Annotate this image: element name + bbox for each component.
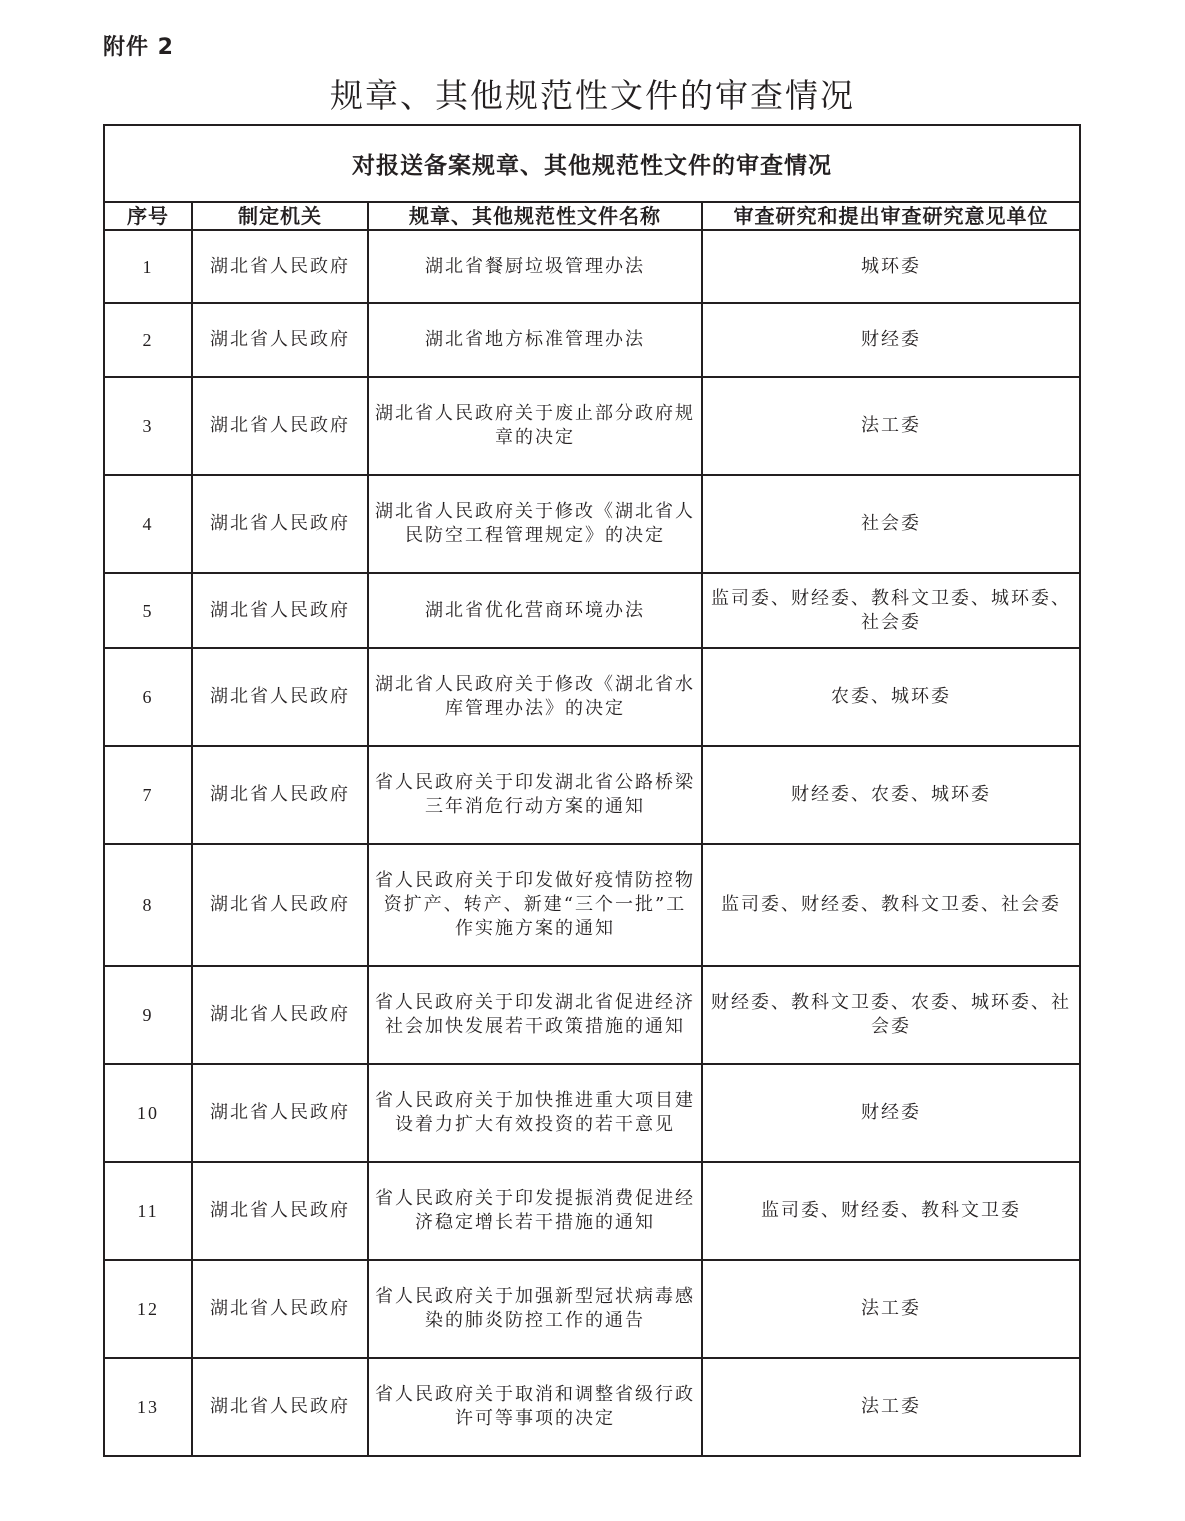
row-document-name-cell: 省人民政府关于印发湖北省公路桥梁三年消危行动方案的通知 (368, 746, 702, 844)
row-issuer-cell: 湖北省人民政府 (192, 303, 368, 377)
row-seq-cell: 9 (104, 966, 192, 1064)
row-seq-cell: 4 (104, 475, 192, 573)
row-reviewer-cell: 社会委 (702, 475, 1080, 573)
table-row (104, 746, 1080, 844)
row-seq-cell: 12 (104, 1260, 192, 1358)
header-seq: 序号 (104, 202, 192, 230)
row-document-name-cell: 湖北省优化营商环境办法 (368, 573, 702, 648)
table-header-row (104, 202, 1080, 230)
table-row (104, 648, 1080, 746)
row-reviewer-cell: 城环委 (702, 230, 1080, 303)
row-document-name-cell: 省人民政府关于印发提振消费促进经济稳定增长若干措施的通知 (368, 1162, 702, 1260)
document-title: 规章、其他规范性文件的审查情况 (330, 76, 855, 115)
row-reviewer-cell: 财经委 (702, 303, 1080, 377)
row-issuer-cell: 湖北省人民政府 (192, 844, 368, 966)
row-seq-cell: 8 (104, 844, 192, 966)
table-row (104, 1162, 1080, 1260)
table-body (104, 230, 1080, 1456)
row-issuer-cell: 湖北省人民政府 (192, 648, 368, 746)
row-document-name-cell: 省人民政府关于印发做好疫情防控物资扩产、转产、新建“三个一批”工作实施方案的通知 (368, 844, 702, 966)
row-document-name-cell: 湖北省地方标准管理办法 (368, 303, 702, 377)
row-seq-cell: 10 (104, 1064, 192, 1162)
row-reviewer-cell: 农委、城环委 (702, 648, 1080, 746)
row-reviewer-cell: 财经委 (702, 1064, 1080, 1162)
table-row (104, 1358, 1080, 1456)
row-issuer-cell: 湖北省人民政府 (192, 1162, 368, 1260)
row-seq-cell: 1 (104, 230, 192, 303)
row-reviewer-cell: 法工委 (702, 1358, 1080, 1456)
row-reviewer-cell: 监司委、财经委、教科文卫委、城环委、社会委 (702, 573, 1080, 648)
row-seq-cell: 2 (104, 303, 192, 377)
row-document-name-cell: 湖北省人民政府关于废止部分政府规章的决定 (368, 377, 702, 475)
row-reviewer-cell: 监司委、财经委、教科文卫委 (702, 1162, 1080, 1260)
row-seq-cell: 7 (104, 746, 192, 844)
row-issuer-cell: 湖北省人民政府 (192, 475, 368, 573)
table-caption: 对报送备案规章、其他规范性文件的审查情况 (104, 125, 1080, 202)
header-issuer: 制定机关 (192, 202, 368, 230)
header-reviewer: 审查研究和提出审查研究意见单位 (702, 202, 1080, 230)
row-seq-cell: 11 (104, 1162, 192, 1260)
table-caption-row (104, 125, 1080, 202)
row-issuer-cell: 湖北省人民政府 (192, 1260, 368, 1358)
table-row (104, 230, 1080, 303)
row-issuer-cell: 湖北省人民政府 (192, 1358, 368, 1456)
row-reviewer-cell: 财经委、教科文卫委、农委、城环委、社会委 (702, 966, 1080, 1064)
row-seq-cell: 5 (104, 573, 192, 648)
row-document-name-cell: 湖北省人民政府关于修改《湖北省水库管理办法》的决定 (368, 648, 702, 746)
row-document-name-cell: 湖北省餐厨垃圾管理办法 (368, 230, 702, 303)
row-document-name-cell: 省人民政府关于加快推进重大项目建设着力扩大有效投资的若干意见 (368, 1064, 702, 1162)
attachment-label: 附件 2 (103, 35, 174, 60)
row-reviewer-cell: 财经委、农委、城环委 (702, 746, 1080, 844)
table-row (104, 377, 1080, 475)
row-document-name-cell: 省人民政府关于取消和调整省级行政许可等事项的决定 (368, 1358, 702, 1456)
row-issuer-cell: 湖北省人民政府 (192, 377, 368, 475)
row-issuer-cell: 湖北省人民政府 (192, 966, 368, 1064)
row-reviewer-cell: 监司委、财经委、教科文卫委、社会委 (702, 844, 1080, 966)
table-row (104, 573, 1080, 648)
row-reviewer-cell: 法工委 (702, 1260, 1080, 1358)
table-row (104, 966, 1080, 1064)
table-row (104, 303, 1080, 377)
row-seq-cell: 13 (104, 1358, 192, 1456)
row-issuer-cell: 湖北省人民政府 (192, 230, 368, 303)
row-document-name-cell: 湖北省人民政府关于修改《湖北省人民防空工程管理规定》的决定 (368, 475, 702, 573)
table-row (104, 1260, 1080, 1358)
header-document-name: 规章、其他规范性文件名称 (368, 202, 702, 230)
row-issuer-cell: 湖北省人民政府 (192, 746, 368, 844)
row-reviewer-cell: 法工委 (702, 377, 1080, 475)
row-issuer-cell: 湖北省人民政府 (192, 1064, 368, 1162)
row-document-name-cell: 省人民政府关于印发湖北省促进经济社会加快发展若干政策措施的通知 (368, 966, 702, 1064)
row-document-name-cell: 省人民政府关于加强新型冠状病毒感染的肺炎防控工作的通告 (368, 1260, 702, 1358)
row-seq-cell: 6 (104, 648, 192, 746)
review-table (103, 124, 1081, 1457)
table-row (104, 1064, 1080, 1162)
row-seq-cell: 3 (104, 377, 192, 475)
table-row (104, 475, 1080, 573)
table-row (104, 844, 1080, 966)
row-issuer-cell: 湖北省人民政府 (192, 573, 368, 648)
